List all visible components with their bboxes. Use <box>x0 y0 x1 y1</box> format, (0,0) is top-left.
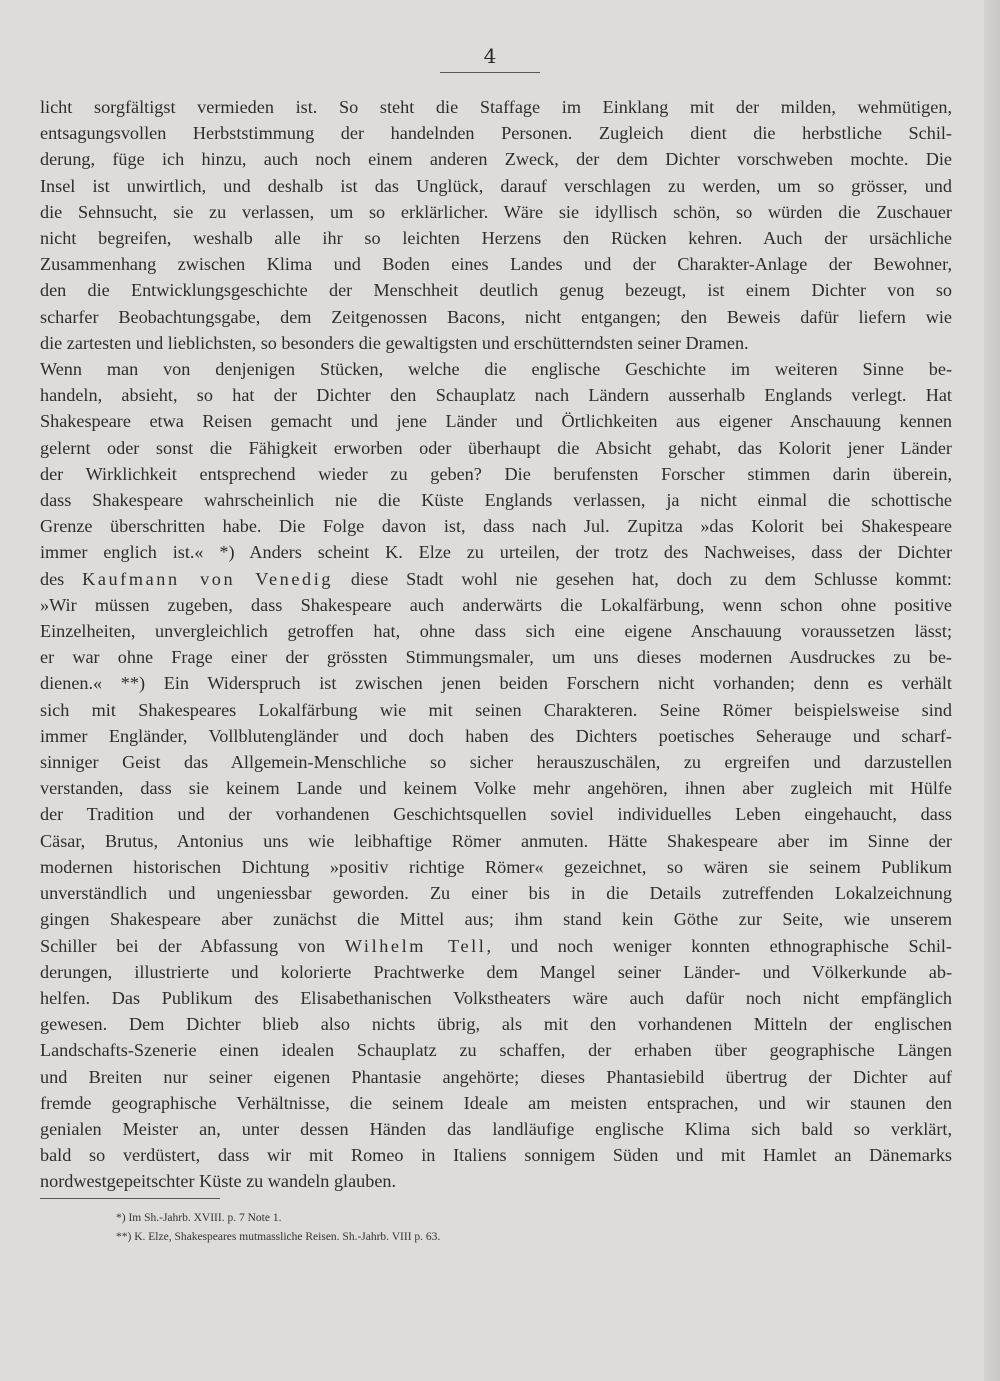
text-line: Insel ist unwirtlich, und deshalb ist das Unglück, darauf verschlagen zu werden, um so grösser, und <box>40 175 952 196</box>
text-line: »Wir müssen zugeben, dass Shakespeare auch anderwärts die Lokalfärbung, wenn schon ohne positive <box>40 594 952 615</box>
text-segment: Schiller bei der Abfassung von <box>40 935 345 956</box>
text-line: Einzelheiten, unvergleichlich getroffen hat, ohne dass sich eine eigene Anschauung voraussetzen lässt; <box>40 621 952 642</box>
text-line: licht sorgfältigst vermieden ist. So steht die Staffage im Einklang mit der milden, wehmütigen, <box>40 97 952 117</box>
footnotes <box>116 1209 716 1247</box>
page-number: 4 <box>483 44 497 68</box>
page-edge-shadow <box>984 0 1000 1381</box>
footnote: **) K. Elze, Shakespeares mutmassliche Reisen. Sh.-Jahrb. VIII p. 63. <box>116 1231 441 1243</box>
spaced-title: Wilhelm Tell <box>344 935 487 956</box>
text-line: der Wirklichkeit entsprechend wieder zu geben? Die berufensten Forscher stimmen darin überein, <box>40 463 952 484</box>
text-line: derungen, illustrierte und kolorierte Prachtwerke dem Mangel seiner Länder- und Völkerkunde ab- <box>40 961 952 982</box>
text-line: sich mit Shakespeares Lokalfärbung wie mit seinen Charakteren. Seine Römer beispielsweise sind <box>40 699 952 720</box>
text-line: modernen historischen Dichtung »positiv richtige Römer« gezeichnet, so wären sie seinem Publikum <box>40 856 952 877</box>
text-line: handeln, absieht, so hat der Dichter den Schauplatz nach Ländern ausserhalb Englands verlegt. Hat <box>40 385 952 406</box>
text-line: Landschafts-Szenerie einen idealen Schauplatz zu schaffen, der erhaben über geographische Längen <box>40 1040 952 1061</box>
page-number-rule <box>440 72 540 73</box>
text-line: und Breiten nur seiner eigenen Phantasie angehörte; dieses Phantasiebild übertrug der Dichter auf <box>40 1066 952 1087</box>
text-line: die Sehnsucht, sie zu verlassen, um so erklärlicher. Wäre sie idyllisch schön, so würden die Zuschauer <box>40 201 952 222</box>
text-line: der Tradition und der vorhandenen Geschichtsquellen soviel individuelles Leben eingehaucht, dass <box>40 804 952 825</box>
text-line: nordwestgepeitschter Küste zu wandeln glauben. <box>40 1171 397 1192</box>
text-line: verstanden, dass sie keinem Lande und keinem Volke mehr angehören, ihnen aber zugleich mit Hülfe <box>40 778 952 799</box>
footnote: *) Im Sh.-Jahrb. XVIII. p. 7 Note 1. <box>116 1212 282 1224</box>
text-line: nicht begreifen, weshalb alle ihr so leichten Herzens den Rücken kehren. Auch der ursächliche <box>40 228 952 249</box>
text-line: scharfer Beobachtungsgabe, dem Zeitgenossen Bacons, nicht entgangen; den Beweis dafür liefern wie <box>40 306 952 327</box>
text-line: unverständlich und ungeniessbar geworden. Zu einer bis in die Details zutreffenden Lokalzeichnung <box>40 883 952 904</box>
text-line: derung, füge ich hinzu, auch noch einem anderen Zweck, der dem Dichter vorschweben mochte. Die <box>40 149 952 170</box>
spaced-title: Kaufmann von Venedig <box>82 568 334 589</box>
text-line: Grenze überschritten habe. Die Folge davon ist, dass nach Jul. Zupitza »das Kolorit bei Shakespeare <box>40 516 952 537</box>
text-line: die zartesten und lieblichsten, so besonders die gewaltigsten und erschütterndsten seiner Dramen. <box>40 332 749 353</box>
text-segment: diese Stadt wohl nie gesehen hat, doch zu dem Schlusse kommt: <box>333 568 952 589</box>
body-text <box>40 94 952 1195</box>
text-line: dienen.« **) Ein Widerspruch ist zwischen jenen beiden Forschern nicht vorhanden; denn es verhält <box>40 673 952 694</box>
text-line: gewesen. Dem Dichter blieb also nichts übrig, als mit den vorhandenen Mitteln der englischen <box>40 1014 952 1035</box>
text-line: er war ohne Frage einer der grössten Stimmungsmaler, um uns dieses modernen Ausdruckes zu be- <box>40 647 952 668</box>
text-segment: des <box>40 568 83 589</box>
text-line: entsagungsvollen Herbststimmung der handelnden Personen. Zugleich dient die herbstliche Schil- <box>40 123 952 144</box>
text-line: sinniger Geist das Allgemein-Menschliche so sicher herauszuschälen, zu ergreifen und darzustellen <box>40 752 952 773</box>
text-line: genialen Meister an, unter dessen Händen das landläufige englische Klima sich bald so verklärt, <box>40 1118 952 1139</box>
text-line: Wenn man von denjenigen Stücken, welche die englische Geschichte im weiteren Sinne be- <box>40 359 952 380</box>
text-line <box>40 566 952 592</box>
text-line: Zusammenhang zwischen Klima und Boden eines Landes und der Charakter-Anlage der Bewohner, <box>40 254 952 275</box>
text-line: bald so verdüstert, dass wir mit Romeo in Italiens sonnigem Süden und mit Hamlet an Dänemarks <box>40 1145 952 1166</box>
text-line: immer Engländer, Vollblutengländer und doch haben des Dichters poetisches Seherauge und scharf- <box>40 725 952 746</box>
footnote-divider <box>40 1198 220 1199</box>
text-line: gingen Shakespeare aber zunächst die Mittel aus; ihm stand kein Göthe zur Seite, wie unserem <box>40 909 952 930</box>
text-line: Shakespeare etwa Reisen gemacht und jene Länder und Örtlichkeiten aus eigener Anschauung kennen <box>40 411 952 432</box>
text-line: gelernt oder sonst die Fähigkeit erworben oder überhaupt die Absicht gehabt, das Kolorit jener Länder <box>40 437 952 458</box>
text-line: immer englich ist.« *) Anders scheint K. Elze zu urteilen, der trotz des Nachweises, dass der Dichter <box>40 542 952 563</box>
text-segment: , und noch weniger konnten ethnographische Schil- <box>486 935 952 956</box>
text-line: den die Entwicklungsgeschichte der Menschheit deutlich genug bezeugt, ist einem Dichter von so <box>40 280 952 301</box>
text-line: fremde geographische Verhältnisse, die seinem Ideale am meisten entsprachen, und wir staunen den <box>40 1092 952 1113</box>
text-line: helfen. Das Publikum des Elisabethanischen Volkstheaters wäre auch dafür noch nicht empfänglich <box>40 987 952 1008</box>
text-line: Cäsar, Brutus, Antonius uns wie leibhaftige Römer anmuten. Hätte Shakespeare aber im Sinne der <box>40 830 952 851</box>
text-line: dass Shakespeare wahrscheinlich nie die Küste Englands verlassen, ja nicht einmal die schottische <box>40 490 952 511</box>
text-line <box>40 933 952 959</box>
